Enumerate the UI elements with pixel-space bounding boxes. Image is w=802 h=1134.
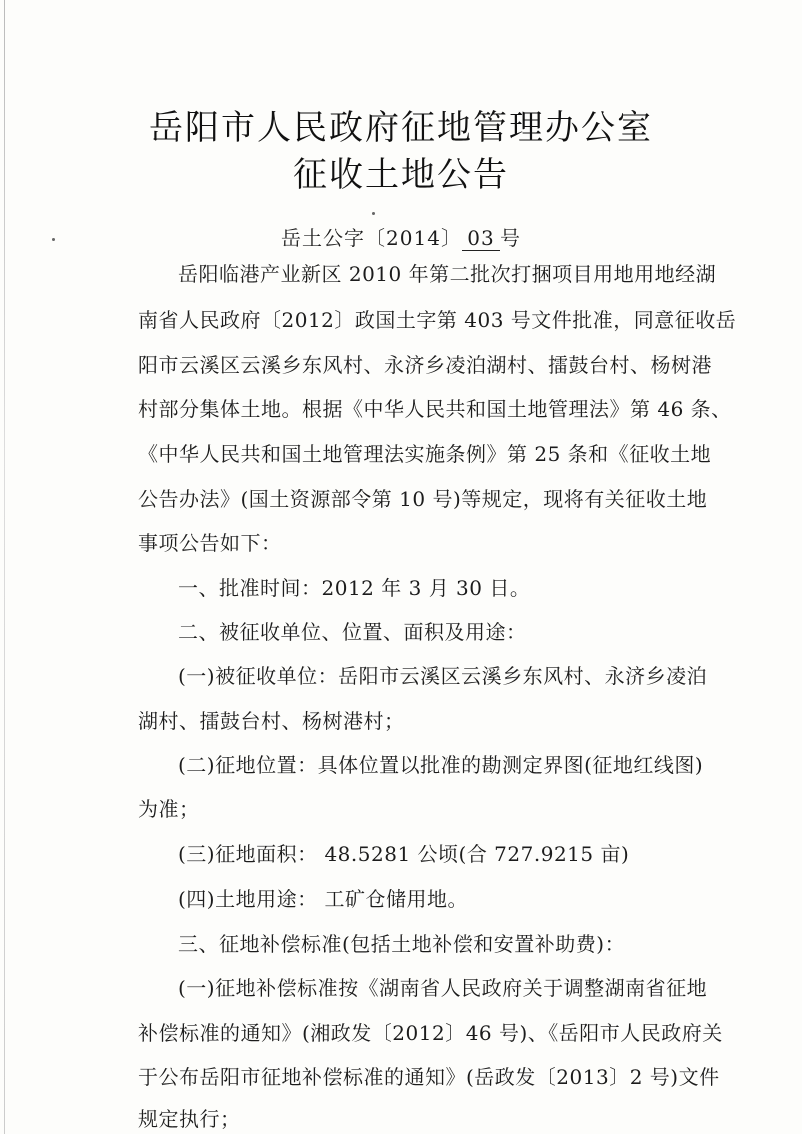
item-compensation-standard: (一)征地补偿标准按《湖南省人民政府关于调整湖南省征地 [178,976,708,1000]
item-expropriated-units-cont: 湖村、擂鼓台村、杨树港村； [138,709,405,733]
section-heading: 三、征地补偿标准(包括土地补偿和安置补助费)： [178,932,626,956]
document-title-line2: 征收土地公告 [293,155,509,195]
scan-speck [372,212,375,215]
section-approval-time: 一、批准时间：2012 年 3 月 30 日。 [178,576,531,600]
doc-number-prefix: 岳土公字〔2014〕 [281,226,462,250]
paragraph-line: 阳市云溪区云溪乡东风村、永济乡凌泊湖村、擂鼓台村、杨树港 [138,353,712,377]
paragraph-line: 村部分集体土地。根据《中华人民共和国土地管理法》第 46 条、 [138,397,732,421]
section-heading: 二、被征收单位、位置、面积及用途： [178,620,527,644]
item-location-cont: 为准； [138,797,200,821]
item-location: (二)征地位置：具体位置以批准的勘测定界图(征地红线图) [178,753,704,777]
item-compensation-standard-cont: 于公布岳阳市征地补偿标准的通知》(岳政发〔2013〕2 号)文件 [138,1065,720,1089]
item-expropriated-units: (一)被征收单位：岳阳市云溪区云溪乡东风村、永济乡凌泊 [178,664,708,688]
doc-number-value: 03 [462,226,500,251]
document-number [0,222,802,251]
item-compensation-standard-cont: 规定执行； [138,1107,241,1131]
doc-number-suffix: 号 [499,226,521,250]
paragraph-line: 岳阳临港产业新区 2010 年第二批次打捆项目用地用地经湖 [178,262,717,286]
item-compensation-standard-cont: 补偿标准的通知》(湘政发〔2012〕46 号)、《岳阳市人民政府关 [138,1021,723,1045]
paragraph-line: 公告办法》(国土资源部令第 10 号)等规定，现将有关征收土地 [138,487,708,511]
item-area: (三)征地面积： 48.5281 公顷(合 727.9215 亩) [178,842,630,866]
paragraph-line: 南省人民政府〔2012〕政国土字第 403 号文件批准，同意征收岳 [138,308,737,332]
paragraph-line: 事项公告如下： [138,531,282,555]
item-land-use: (四)土地用途： 工矿仓储用地。 [178,887,468,911]
document-title-line1: 岳阳市人民政府征地管理办公室 [149,108,653,148]
paragraph-line: 《中华人民共和国土地管理法实施条例》第 25 条和《征收土地 [138,442,712,466]
